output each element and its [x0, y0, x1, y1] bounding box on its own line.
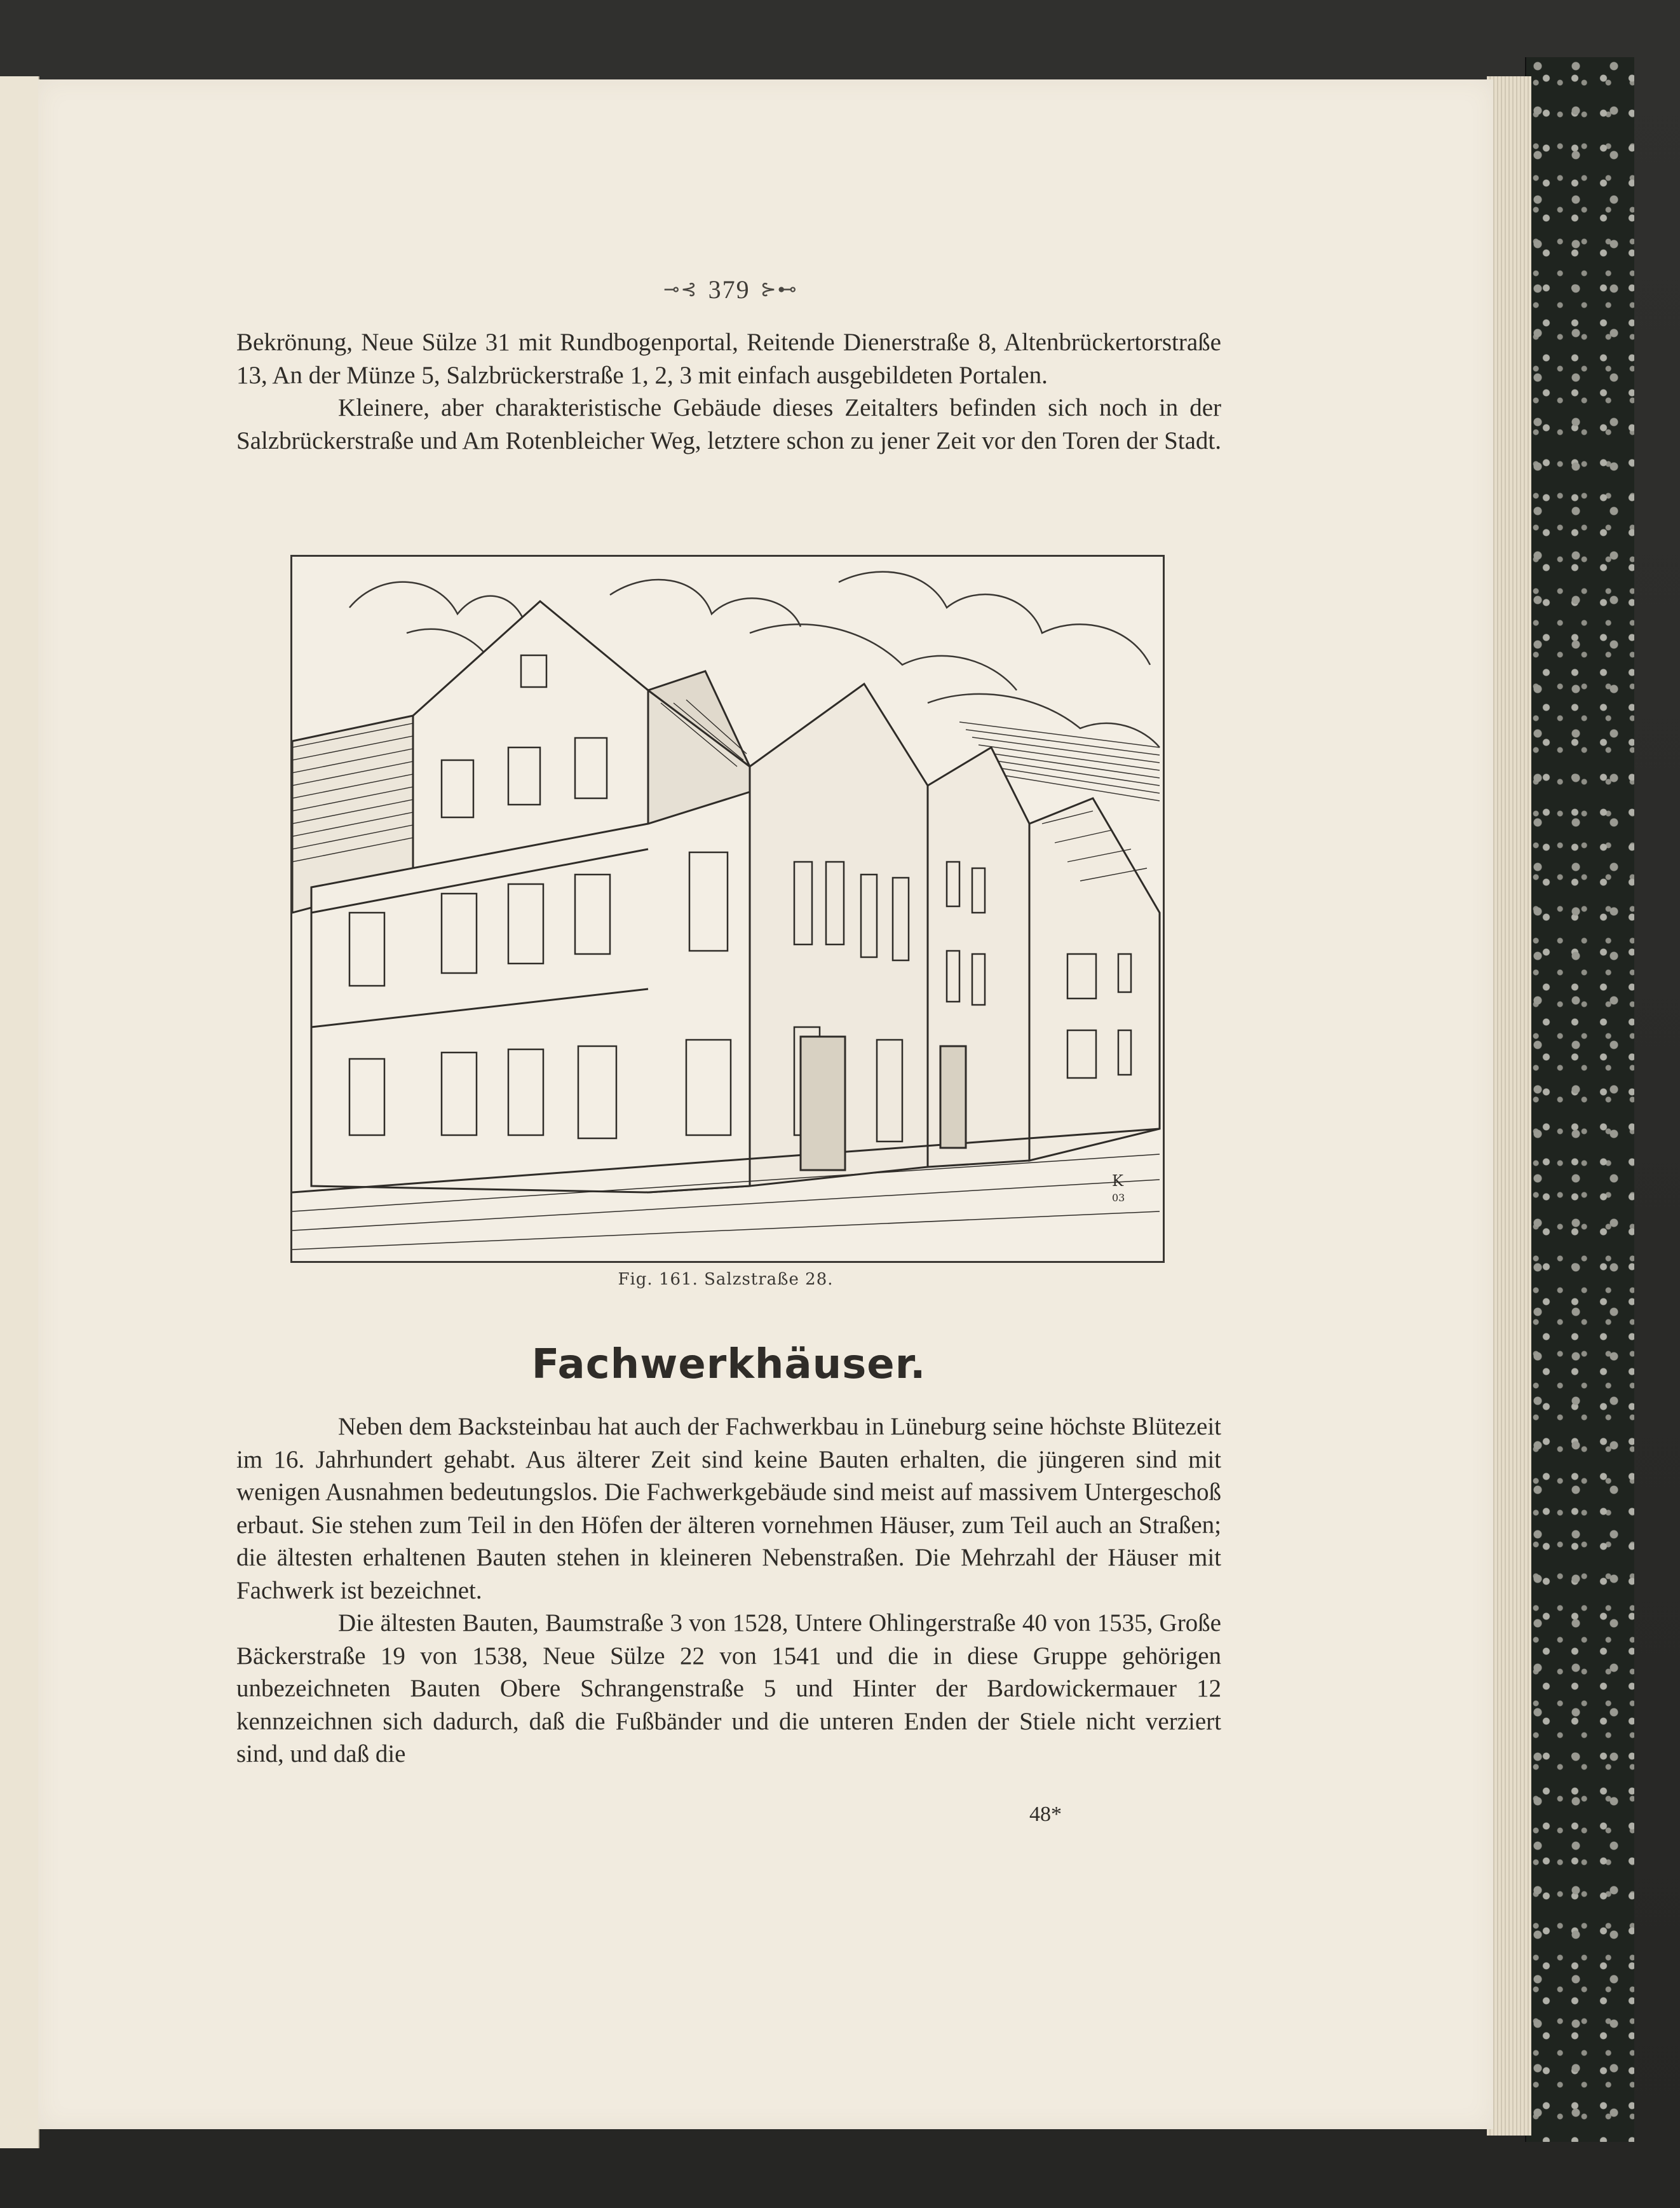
- facing-page-edge: [0, 76, 39, 2148]
- paragraph: Kleinere, aber charakteristische Gebäude dieses Zeitalters befinden sich noch in der Salzbrückerstraße und Am Rotenbleicher Weg, letztere schon zu jener Zeit vor den Toren der Stadt.: [236, 394, 1221, 454]
- building-drawing: [292, 557, 1163, 1261]
- figure-illustration: [290, 555, 1165, 1263]
- body-text: [236, 1410, 1221, 1771]
- running-head: [635, 270, 826, 308]
- illustrator-year: 03: [1112, 1192, 1125, 1204]
- page-number: 379: [708, 275, 750, 304]
- ornament-left: ⊸⊰: [663, 278, 698, 300]
- illustrator-monogram: K: [1112, 1172, 1123, 1190]
- book-cover-marbled: [1525, 57, 1634, 2142]
- paragraph: Die ältesten Bauten, Baumstraße 3 von 1528, Untere Ohlingerstraße 40 von 1535, Große Bäckerstraße 19 von 1538, Neue Sülze 22 von 1541 und die in diese Gruppe gehörigen unbezeichneten Bauten Obere Schrangenstraße 5 und Hinter der Bardowickermauer 12 kennzeichnen sich dadurch, daß die Fußbänder und die unteren Enden der Stiele nicht verziert sind, und daß die: [236, 1609, 1221, 1768]
- paragraph: Neben dem Backsteinbau hat auch der Fachwerkbau in Lüneburg seine höchste Blütezeit im 16. Jahrhundert gehabt. Aus älterer Zeit sind keine Bauten erhalten, die jüngeren sind mit wenigen Ausnahmen bedeutungslos. Die Fachwerkgebäude sind meist auf massivem Untergeschoß erbaut. Sie stehen zum Teil in den Höfen der älteren vornehmen Häuser, zum Teil auch an Straßen; die ältesten erhaltenen Bauten stehen in kleineren Nebenstraßen. Die Mehrzahl der Häuser mit Fachwerk ist bezeichnet.: [236, 1413, 1221, 1604]
- ornament-right: ⊱⊷: [760, 278, 798, 300]
- main-building: [292, 601, 1160, 1192]
- paragraph-continued: Bekrönung, Neue Sülze 31 mit Rundbogenportal, Reitende Dienerstraße 8, Altenbrückertorstraße 13, An der Münze 5, Salzbrückerstraße 1, 2, 3 mit einfach ausgebildeten Portalen.: [236, 329, 1221, 389]
- signature-mark: 48*: [1029, 1803, 1062, 1826]
- top-text: [236, 326, 1221, 457]
- page-stack-edge: [1487, 76, 1531, 2136]
- figure-caption: Fig. 161. Salzstraße 28.: [618, 1270, 834, 1289]
- section-heading: Fachwerkhäuser.: [531, 1341, 926, 1388]
